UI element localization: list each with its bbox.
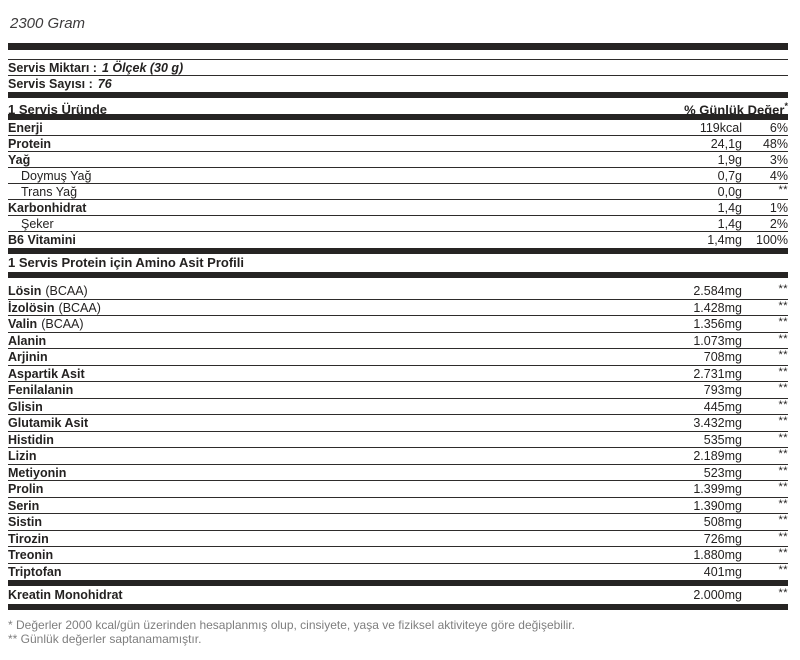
table-row (8, 448, 788, 465)
table-row (8, 283, 788, 300)
row-daily-value: ** (778, 332, 788, 345)
row-daily-value: ** (778, 448, 788, 460)
divider-thick-bottom (8, 604, 788, 610)
serving-row-value: 1 Ölçek (30 g) (101, 61, 184, 75)
serving-row-label: Servis Sayısı : (8, 77, 93, 91)
row-name: Aspartik Asit (8, 366, 85, 381)
row-name: Enerji (8, 121, 43, 135)
table-row (8, 465, 788, 482)
table-row (8, 120, 788, 136)
row-amount: 508mg (703, 515, 742, 529)
row-amount: 535mg (703, 432, 742, 447)
table-row (8, 300, 788, 317)
table-row (8, 349, 788, 366)
table-row (8, 415, 788, 432)
row-daily-value: 48% (762, 137, 788, 151)
table-row (8, 432, 788, 449)
table-row (8, 498, 788, 515)
table-row (8, 531, 788, 548)
row-daily-value: 100% (756, 233, 788, 247)
row-amount: 726mg (703, 531, 742, 546)
table-header-left: 1 Servis Üründe (8, 102, 107, 118)
daily-value-asterisk: * (784, 101, 788, 111)
row-amount: 2.731mg (693, 366, 742, 381)
row-daily-value: 1% (769, 201, 788, 215)
row-name: Glutamik Asit (8, 416, 89, 430)
row-name: Doymuş Yağ (21, 169, 92, 183)
row-daily-value: ** (778, 349, 788, 361)
row-daily-value: ** (778, 316, 788, 328)
table-row (8, 136, 788, 152)
serving-info-section (8, 59, 788, 92)
table-row (8, 382, 788, 399)
footnote: ** Günlük değerler saptanamamıştır. (8, 632, 202, 646)
row-daily-value: ** (778, 514, 788, 526)
table-row (8, 200, 788, 216)
row-daily-value: ** (778, 184, 788, 196)
row-amount: 1.356mg (693, 317, 742, 331)
row-amount: 445mg (703, 399, 742, 414)
row-amount: 401mg (703, 564, 742, 579)
row-amount: 1.428mg (693, 300, 742, 315)
row-daily-value: 3% (769, 153, 788, 167)
row-name: Treonin (8, 548, 54, 562)
table-row (8, 564, 788, 581)
row-daily-value: ** (778, 283, 788, 295)
table-header-row (8, 98, 788, 118)
row-name: Tirozin (8, 531, 49, 546)
row-name: Metiyonin (8, 465, 67, 480)
row-name: Yağ (8, 153, 31, 167)
serving-row-label: Servis Miktarı : (8, 61, 97, 75)
divider-thick-top (8, 43, 788, 50)
row-amount: 24,1g (710, 137, 742, 151)
row-name: Fenilalanin (8, 383, 74, 397)
row-daily-value: ** (778, 464, 788, 477)
row-daily-value: ** (778, 382, 788, 394)
row-amount: 523mg (703, 465, 742, 480)
row-daily-value: ** (778, 530, 788, 543)
table-row (8, 399, 788, 416)
row-name: Triptofan (8, 564, 62, 579)
row-amount: 2.584mg (693, 284, 742, 298)
table-row (8, 184, 788, 200)
row-amount: 793mg (703, 383, 742, 397)
row-daily-value: ** (778, 587, 788, 599)
row-amount: 1,4mg (707, 233, 742, 247)
row-daily-value: ** (778, 547, 788, 559)
table-row (8, 547, 788, 564)
table-row (8, 316, 788, 333)
row-daily-value: ** (778, 563, 788, 576)
row-daily-value: ** (778, 497, 788, 510)
table-row (8, 152, 788, 168)
row-amount: 0,7g (717, 169, 742, 183)
row-name: Karbonhidrat (8, 201, 87, 215)
footnotes-section (8, 618, 788, 646)
row-daily-value: ** (778, 481, 788, 493)
row-name: Sistin (8, 515, 43, 529)
row-name-suffix: (BCAA) (58, 300, 101, 315)
row-name: Şeker (21, 217, 54, 231)
row-daily-value: ** (778, 365, 788, 378)
serving-info-row (8, 76, 788, 92)
row-amount: 3.432mg (693, 416, 742, 430)
row-name: Kreatin Monohidrat (8, 588, 123, 602)
nutrition-label (8, 0, 788, 646)
row-daily-value: ** (778, 398, 788, 411)
row-amount: 119kcal (699, 121, 742, 135)
table-row (8, 216, 788, 232)
footnote: * Değerler 2000 kcal/gün üzerinden hesaplanmış olup, cinsiyete, yaşa ve fiziksel aktiviteye göre değişebilir. (8, 618, 575, 632)
table-row (8, 168, 788, 184)
row-name: Trans Yağ (21, 185, 78, 199)
row-amount: 1.073mg (693, 333, 742, 348)
table-row (8, 586, 788, 604)
row-name: Alanin (8, 333, 47, 348)
row-amount: 1.880mg (693, 548, 742, 562)
table-row (8, 366, 788, 383)
product-weight-title: 2300 Gram (10, 15, 86, 32)
row-name: Histidin (8, 432, 54, 447)
row-name: Valin (8, 317, 38, 331)
row-name: Lösin (8, 284, 42, 298)
row-daily-value: 2% (769, 217, 788, 231)
amino-section-title: 1 Servis Protein için Amino Asit Profili (8, 255, 244, 270)
row-name: Arjinin (8, 350, 48, 364)
row-amount: 708mg (703, 350, 742, 364)
nutrients-section (8, 120, 788, 248)
row-amount: 1.390mg (693, 498, 742, 513)
row-amount: 2.000mg (693, 588, 742, 602)
row-name: Glisin (8, 399, 43, 414)
row-daily-value: ** (778, 415, 788, 427)
serving-row-value: 76 (97, 77, 112, 91)
row-amount: 2.189mg (693, 449, 742, 463)
row-name: İzolösin (8, 300, 55, 315)
row-amount: 1,4g (717, 217, 742, 231)
serving-info-row (8, 60, 788, 76)
row-name: B6 Vitamini (8, 233, 76, 247)
divider-thick (8, 272, 788, 278)
row-daily-value: 6% (769, 121, 788, 135)
row-name: Lizin (8, 449, 37, 463)
table-row (8, 514, 788, 531)
creatine-section (8, 586, 788, 604)
table-row (8, 333, 788, 350)
table-row (8, 481, 788, 498)
row-name-suffix: (BCAA) (41, 317, 84, 331)
table-row (8, 232, 788, 248)
amino-acids-section (8, 283, 788, 580)
row-daily-value: ** (778, 299, 788, 312)
row-amount: 1,9g (717, 153, 742, 167)
table-header-right: % Günlük Değer* (684, 101, 788, 118)
row-name: Protein (8, 137, 52, 151)
row-daily-value: ** (778, 431, 788, 444)
row-amount: 1,4g (717, 201, 742, 215)
row-name: Serin (8, 498, 40, 513)
row-name-suffix: (BCAA) (45, 284, 88, 298)
row-name: Prolin (8, 482, 44, 496)
row-amount: 0,0g (717, 185, 742, 199)
row-daily-value: 4% (769, 169, 788, 183)
row-amount: 1.399mg (693, 482, 742, 496)
